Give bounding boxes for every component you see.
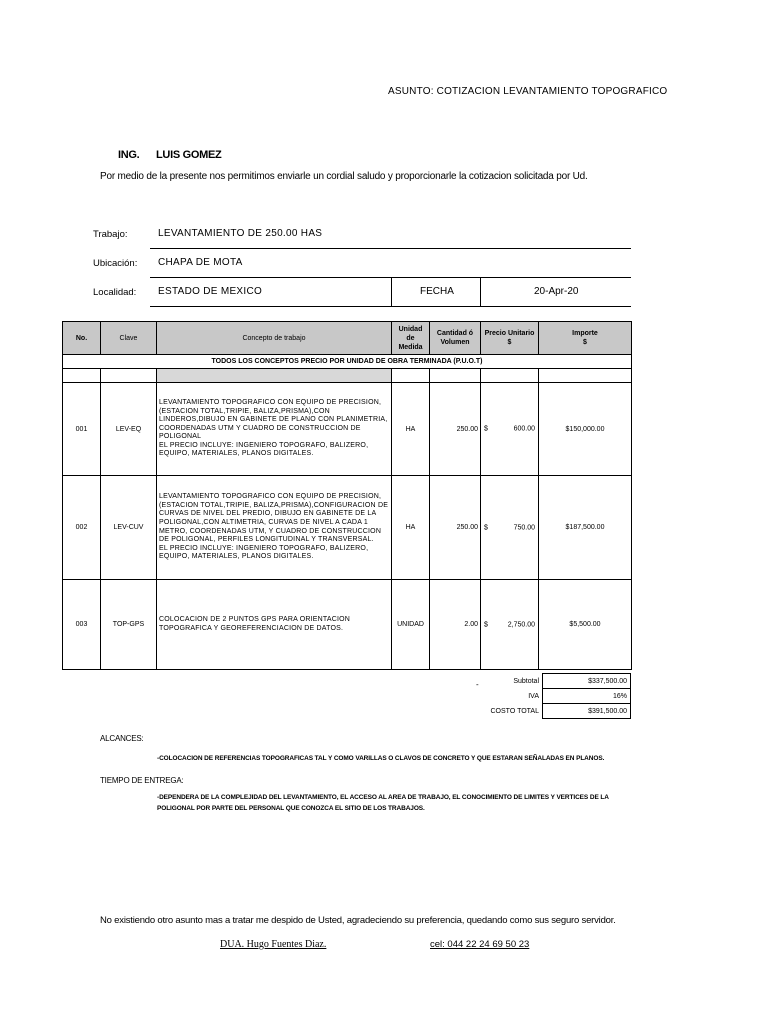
header-cantidad: Cantidad ó Volumen bbox=[430, 322, 481, 355]
trabajo-value: LEVANTAMIENTO DE 250.00 HAS bbox=[158, 228, 323, 239]
row-importe: $5,500.00 bbox=[539, 580, 632, 670]
header-importe-label: Importe bbox=[572, 330, 598, 337]
total-row bbox=[481, 704, 631, 719]
totals-dash: - bbox=[476, 680, 479, 689]
entrega-text: -DEPENDERA DE LA COMPLEJIDAD DEL LEVANTAMIENTO, EL ACCESO AL AREA DE TRABAJO, EL CONOCIMIENTO DE LIMITES Y VERTICES DE LA POLIGONAL POR PARTE DEL PERSONAL QUE CONOZCA EL SITIO DE LOS TRABAJOS. bbox=[157, 794, 609, 812]
localidad-value: ESTADO DE MEXICO bbox=[158, 286, 263, 297]
entrega-label: TIEMPO DE ENTREGA: bbox=[100, 776, 184, 785]
subject-line: ASUNTO: COTIZACION LEVANTAMIENTO TOPOGRAFICO bbox=[388, 86, 668, 97]
row-no: 002 bbox=[63, 476, 101, 580]
header-precio-currency: $ bbox=[507, 339, 512, 346]
ubicacion-value: CHAPA DE MOTA bbox=[158, 257, 243, 268]
row-clave: LEV-CUV bbox=[101, 476, 157, 580]
row-precio-value: 600.00 bbox=[513, 425, 535, 433]
row-clave: LEV-EQ bbox=[101, 383, 157, 476]
row-concepto-incluye: EL PRECIO INCLUYE: INGENIERO TOPOGRAFO, BALIZERO, EQUIPO, MATERIALES, PLANOS DIGITALES. bbox=[159, 441, 369, 458]
subtotal-row bbox=[481, 674, 631, 689]
header-unidad: Unidad de Medida bbox=[392, 322, 430, 355]
trabajo-underline bbox=[150, 248, 631, 249]
phone-number: cel: 044 22 24 69 50 23 bbox=[430, 939, 530, 950]
row-unidad: HA bbox=[392, 383, 430, 476]
iva-value: 16% bbox=[543, 689, 631, 704]
closing-text: No existiendo otro asunto mas a tratar me despido de Usted, agradeciendo su preferencia, quedando como sus seguro servidor. bbox=[100, 915, 616, 926]
header-precio bbox=[481, 322, 539, 355]
row-cantidad: 250.00 bbox=[430, 476, 481, 580]
row-concepto-main: LEVANTAMIENTO TOPOGRAFICO CON EQUIPO DE PRECISION, (ESTACION TOTAL,TRIPIE, BALIZA,PRISMA),CONFIGURACION DE CURVAS DE NIVEL DEL PREDIO, DIBUJO EN GABINETE DE LA POLIGONAL,CON ALTIMETRIA, CURVAS DE NIVEL A CADA 1 METRO, COORDENADAS UTM, Y CUADRO DE CONSTRUCCION DE POLIGONAL, PERFILES LONGITUDINAL Y TRANSVERSAL. bbox=[159, 493, 389, 544]
iva-row bbox=[481, 689, 631, 704]
table-row bbox=[63, 476, 632, 580]
header-concepto: Concepto de trabajo bbox=[157, 322, 392, 355]
alcances-text: -COLOCACION DE REFERENCIAS TOPOGRAFICAS TAL Y COMO VARILLAS O CLAVOS DE CONCRETO Y QUE ESTARAN SEÑALADAS EN PLANOS. bbox=[157, 755, 605, 762]
row-no: 003 bbox=[63, 580, 101, 670]
row-importe: $187,500.00 bbox=[539, 476, 632, 580]
header-no: No. bbox=[63, 322, 101, 355]
ubicacion-label: Ubicación: bbox=[93, 258, 138, 269]
row-precio-currency: $ bbox=[484, 425, 488, 433]
row-precio bbox=[481, 476, 539, 580]
row-precio-value: 750.00 bbox=[513, 524, 535, 531]
row-cantidad: 2.00 bbox=[430, 580, 481, 670]
row-concepto bbox=[157, 580, 392, 670]
table-spacer-row bbox=[63, 369, 632, 383]
fecha-divider-left bbox=[391, 277, 392, 306]
intro-text: Por medio de la presente nos permitimos enviarle un cordial saludo y proporcionarle la cotizacion solicitada por Ud. bbox=[100, 171, 588, 182]
iva-label: IVA bbox=[528, 692, 539, 700]
subtotal-label: Subtotal bbox=[513, 677, 539, 685]
row-unidad: HA bbox=[392, 476, 430, 580]
row-precio-value: 2,750.00 bbox=[507, 621, 535, 628]
row-precio bbox=[481, 580, 539, 670]
fecha-value: 20-Apr-20 bbox=[534, 286, 579, 297]
row-precio-currency: $ bbox=[484, 621, 488, 628]
localidad-label: Localidad: bbox=[93, 287, 137, 298]
row-no: 001 bbox=[63, 383, 101, 476]
total-label: COSTO TOTAL bbox=[490, 707, 539, 715]
row-concepto-main: COLOCACION DE 2 PUNTOS GPS PARA ORIENTACION TOPOGRAFICA Y GEOREFERENCIACION DE DATOS. bbox=[159, 615, 351, 632]
quote-table bbox=[62, 321, 632, 670]
fecha-divider-right bbox=[480, 277, 481, 306]
row-concepto-main: LEVANTAMIENTO TOPOGRAFICO CON EQUIPO DE PRECISION, (ESTACION TOTAL,TRIPIE, BALIZA,PRISMA),CON LINDEROS,DIBUJO EN GABINETE DE PLANO CON PLANIMETRIA, COORDENADAS UTM Y CUADRO DE CONSTRUCCION DE POLIGONAL bbox=[159, 398, 388, 441]
header-importe-currency: $ bbox=[583, 339, 587, 346]
recipient-title: ING. bbox=[118, 149, 140, 161]
table-row bbox=[63, 383, 632, 476]
localidad-underline bbox=[150, 306, 631, 307]
table-note: TODOS LOS CONCEPTOS PRECIO POR UNIDAD DE OBRA TERMINADA (P.U.O.T) bbox=[63, 355, 632, 369]
trabajo-label: Trabajo: bbox=[93, 229, 128, 240]
row-concepto bbox=[157, 476, 392, 580]
table-header-row bbox=[63, 322, 632, 355]
row-precio-currency: $ bbox=[484, 524, 488, 531]
alcances-label: ALCANCES: bbox=[100, 734, 144, 743]
row-precio bbox=[481, 383, 539, 476]
row-clave: TOP-GPS bbox=[101, 580, 157, 670]
table-row bbox=[63, 580, 632, 670]
header-precio-label: Precio Unitario bbox=[484, 330, 535, 337]
signature-name: DUA. Hugo Fuentes Diaz. bbox=[220, 939, 327, 950]
total-value: $391,500.00 bbox=[543, 704, 631, 719]
row-cantidad: 250.00 bbox=[430, 383, 481, 476]
table-note-row bbox=[63, 355, 632, 369]
totals-table bbox=[481, 673, 631, 719]
fecha-label: FECHA bbox=[420, 286, 454, 297]
row-concepto-incluye: EL PRECIO INCLUYE: INGENIERO TOPOGRAFO, BALIZERO, EQUIPO, MATERIALES, PLANOS DIGITALES. bbox=[159, 544, 369, 561]
row-importe: $150,000.00 bbox=[539, 383, 632, 476]
recipient-name: LUIS GOMEZ bbox=[156, 149, 222, 161]
header-importe bbox=[539, 322, 632, 355]
row-concepto bbox=[157, 383, 392, 476]
header-clave: Clave bbox=[101, 322, 157, 355]
subtotal-value: $337,500.00 bbox=[543, 674, 631, 689]
row-unidad: UNIDAD bbox=[392, 580, 430, 670]
